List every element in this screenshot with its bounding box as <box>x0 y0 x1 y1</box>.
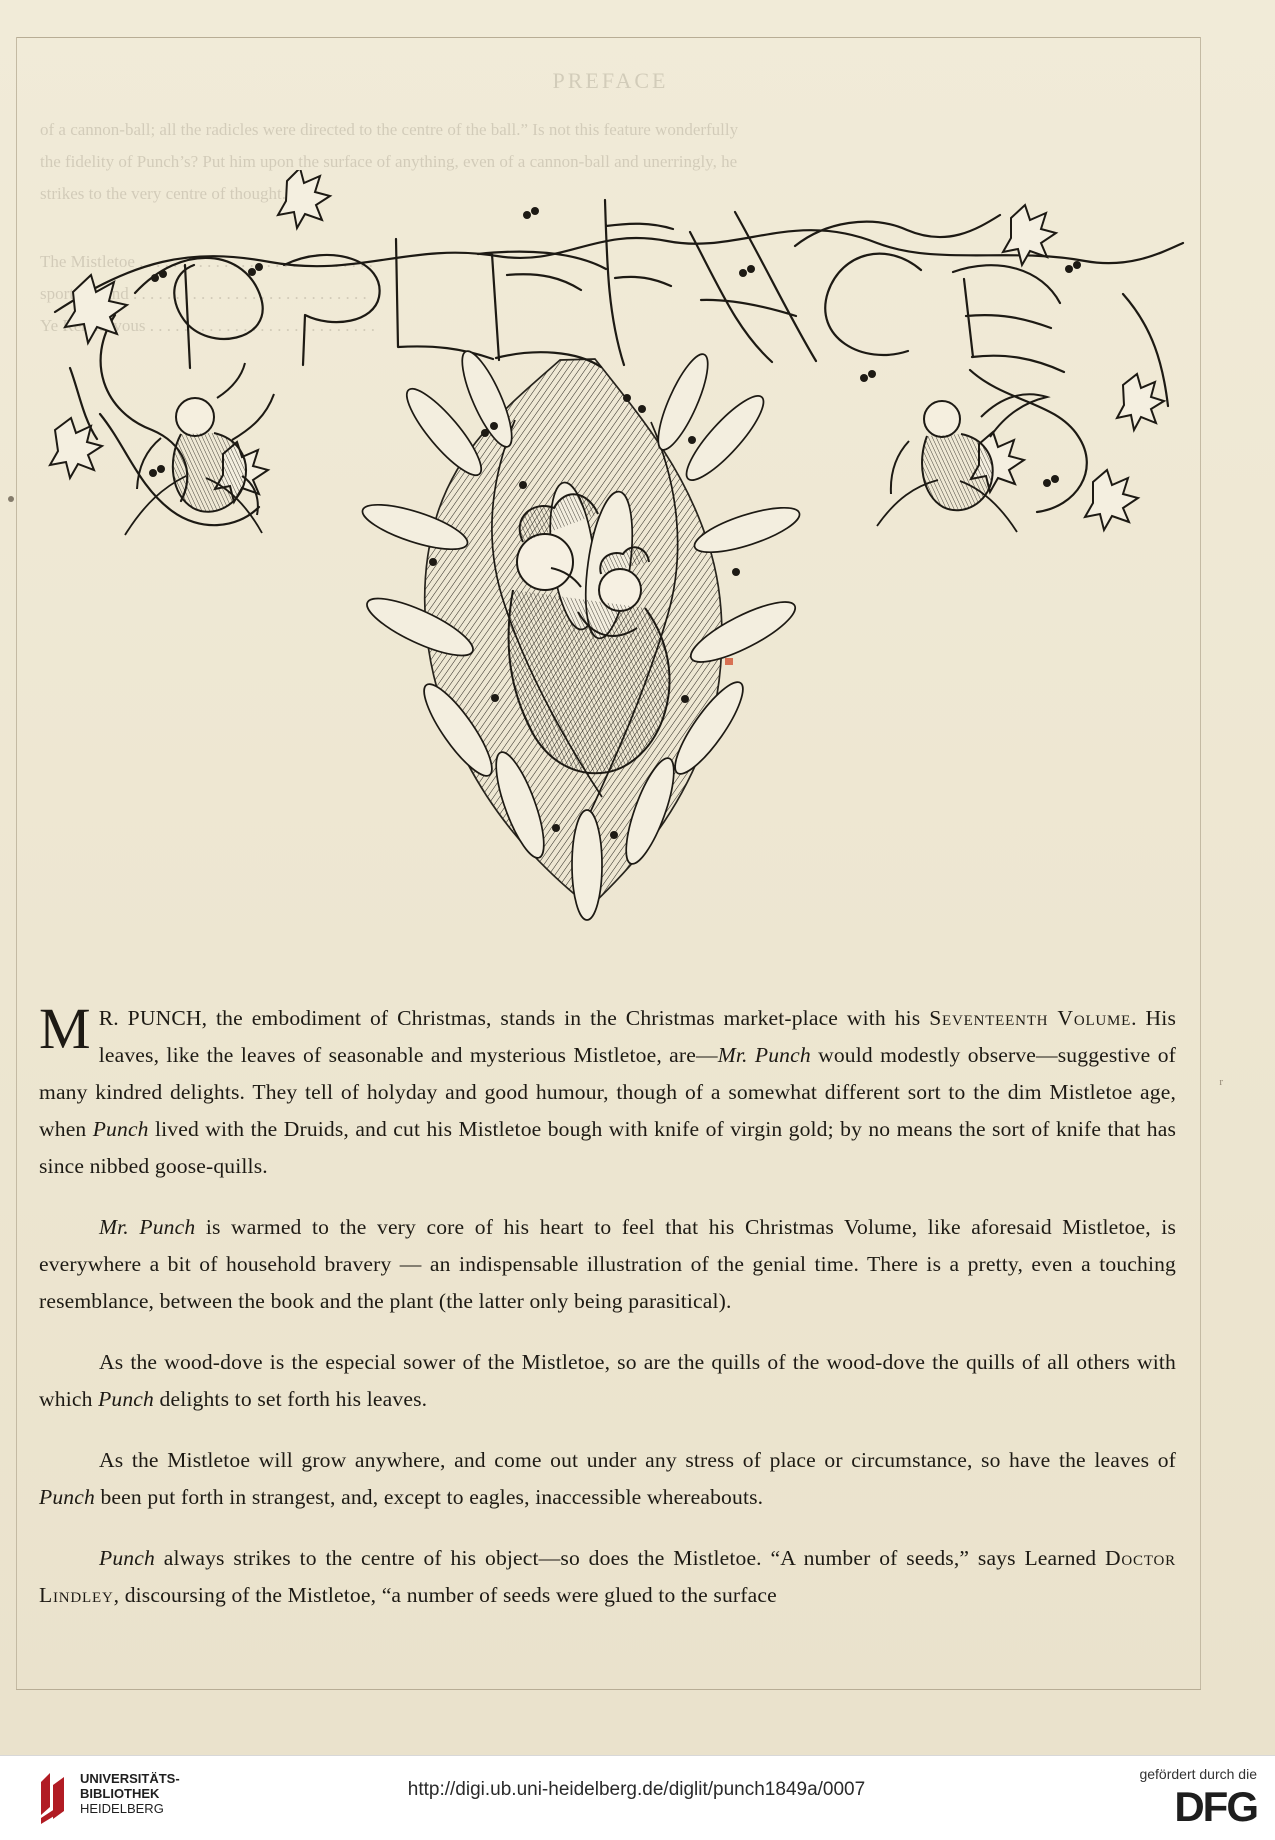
show-through-line: of a cannon-ball; all the radicles were directed to the centre of the ball.” Is not this feature wonderfully <box>40 120 739 139</box>
paragraph-4-text-after: been put forth in strangest, and, except to eagles, inaccessible whereabouts. <box>94 1485 764 1509</box>
paragraph-4 <box>39 1442 1176 1516</box>
paragraph-1-text-end: lived with the Druids, and cut his Mistletoe bough with knife of virgin gold; by no means the sort of knife that has since nibbed goose-quills. <box>39 1117 1177 1178</box>
paragraph-1 <box>39 996 1177 1185</box>
drop-cap: M <box>39 996 91 1061</box>
paragraph-3-text-after: delights to set forth his leaves. <box>154 1387 428 1411</box>
paragraph-1-text-after: would modestly observe—suggestive of many kindred delights. They tell of holyday and good humour, though of a somewhat different sort to the dim Mistletoe age, when <box>39 1043 1176 1141</box>
paragraph-1-text-middle: . His leaves, like the leaves of seasonable and mysterious Mistletoe, are— <box>98 1006 1176 1067</box>
paragraph-5 <box>39 1540 1176 1614</box>
paragraph-5-text-after: , discoursing of the Mistletoe, “a number of seeds were glued to the surface <box>113 1583 777 1607</box>
bottom-frame-line <box>16 1689 1201 1690</box>
preface-mistletoe-illustration-icon <box>35 170 1205 930</box>
margin-mark <box>8 496 14 502</box>
left-frame-line <box>16 37 17 1689</box>
show-through-line: Ye Rendezvous . . . . . . . . . . . . . . . . . . . . . . . . . . . <box>40 316 375 335</box>
paragraph-4-text-before: As the Mistletoe will grow anywhere, and come out under any stress of place or circumstance, so have the leaves of <box>99 1448 1176 1472</box>
seventeenth-volume: Seventeenth Volume <box>929 1006 1132 1030</box>
right-margin-mark: ʳ <box>1219 1074 1223 1094</box>
punch-italic: Punch <box>92 1117 149 1141</box>
paragraph-2 <box>39 1209 1176 1320</box>
preface-text <box>39 996 1177 1614</box>
mr-punch-italic: Mr. Punch <box>717 1043 811 1067</box>
paragraph-1-text-before: R. PUNCH, the embodiment of Christmas, stands in the Christmas market-place with his <box>98 1006 930 1030</box>
sponsor-label: gefördert durch die <box>1139 1766 1257 1782</box>
university-library-logo-icon <box>36 1768 70 1824</box>
show-through-line: strikes to the very centre of thought. <box>40 184 286 203</box>
digital-library-footer <box>0 1755 1275 1840</box>
library-line-2: BIBLIOTHEK <box>80 1786 160 1801</box>
punch-italic: Punch <box>39 1485 95 1509</box>
show-through-line: the fidelity of Punch’s? Put him upon the surface of anything, even of a cannon-ball and unerringly, he <box>40 152 738 171</box>
punch-italic: Punch <box>99 1546 155 1570</box>
dfg-logo: DFG <box>1174 1783 1257 1830</box>
paragraph-3 <box>39 1344 1176 1418</box>
doctor-lindley: Doctor Lindley <box>39 1546 1176 1607</box>
paragraph-3-text-before: As the wood-dove is the especial sower of the Mistletoe, so are the quills of the wood-dove the quills of all others with which <box>39 1350 1176 1411</box>
preface-illustration <box>35 170 1205 930</box>
punch-italic: Punch <box>98 1387 154 1411</box>
top-frame-line <box>16 37 1201 38</box>
mr-punch-italic: Mr. Punch <box>99 1215 196 1239</box>
paragraph-2-text: is warmed to the very core of his heart to feel that his Christmas Volume, like aforesaid Mistletoe, is everywhere a bit of household bravery — an indispensable illustration of the genial time. There is a pretty, even a touching resemblance, between the book and the plant (the latter only being parasitical). <box>39 1215 1177 1313</box>
library-line-1: UNIVERSITÄTS- <box>80 1771 180 1786</box>
show-through-title: PREFACE <box>552 68 669 93</box>
show-through-line: sporting, and . . . . . . . . . . . . . . . . . . . . . . . . . . . . <box>40 284 367 303</box>
digital-library-url[interactable]: http://digi.ub.uni-heidelberg.de/diglit/punch1849a/0007 <box>407 1779 866 1800</box>
sponsor-block <box>1097 1766 1257 1828</box>
library-name <box>80 1771 240 1816</box>
show-through-line: The Mistletoe . . . . . . . . . . . . . . . . . . . . . . . . . . . . <box>40 252 373 271</box>
paragraph-5-text-before: always strikes to the centre of his object—so does the Mistletoe. “A number of seeds,” says Learned <box>154 1546 1106 1570</box>
library-line-3: HEIDELBERG <box>80 1801 164 1816</box>
